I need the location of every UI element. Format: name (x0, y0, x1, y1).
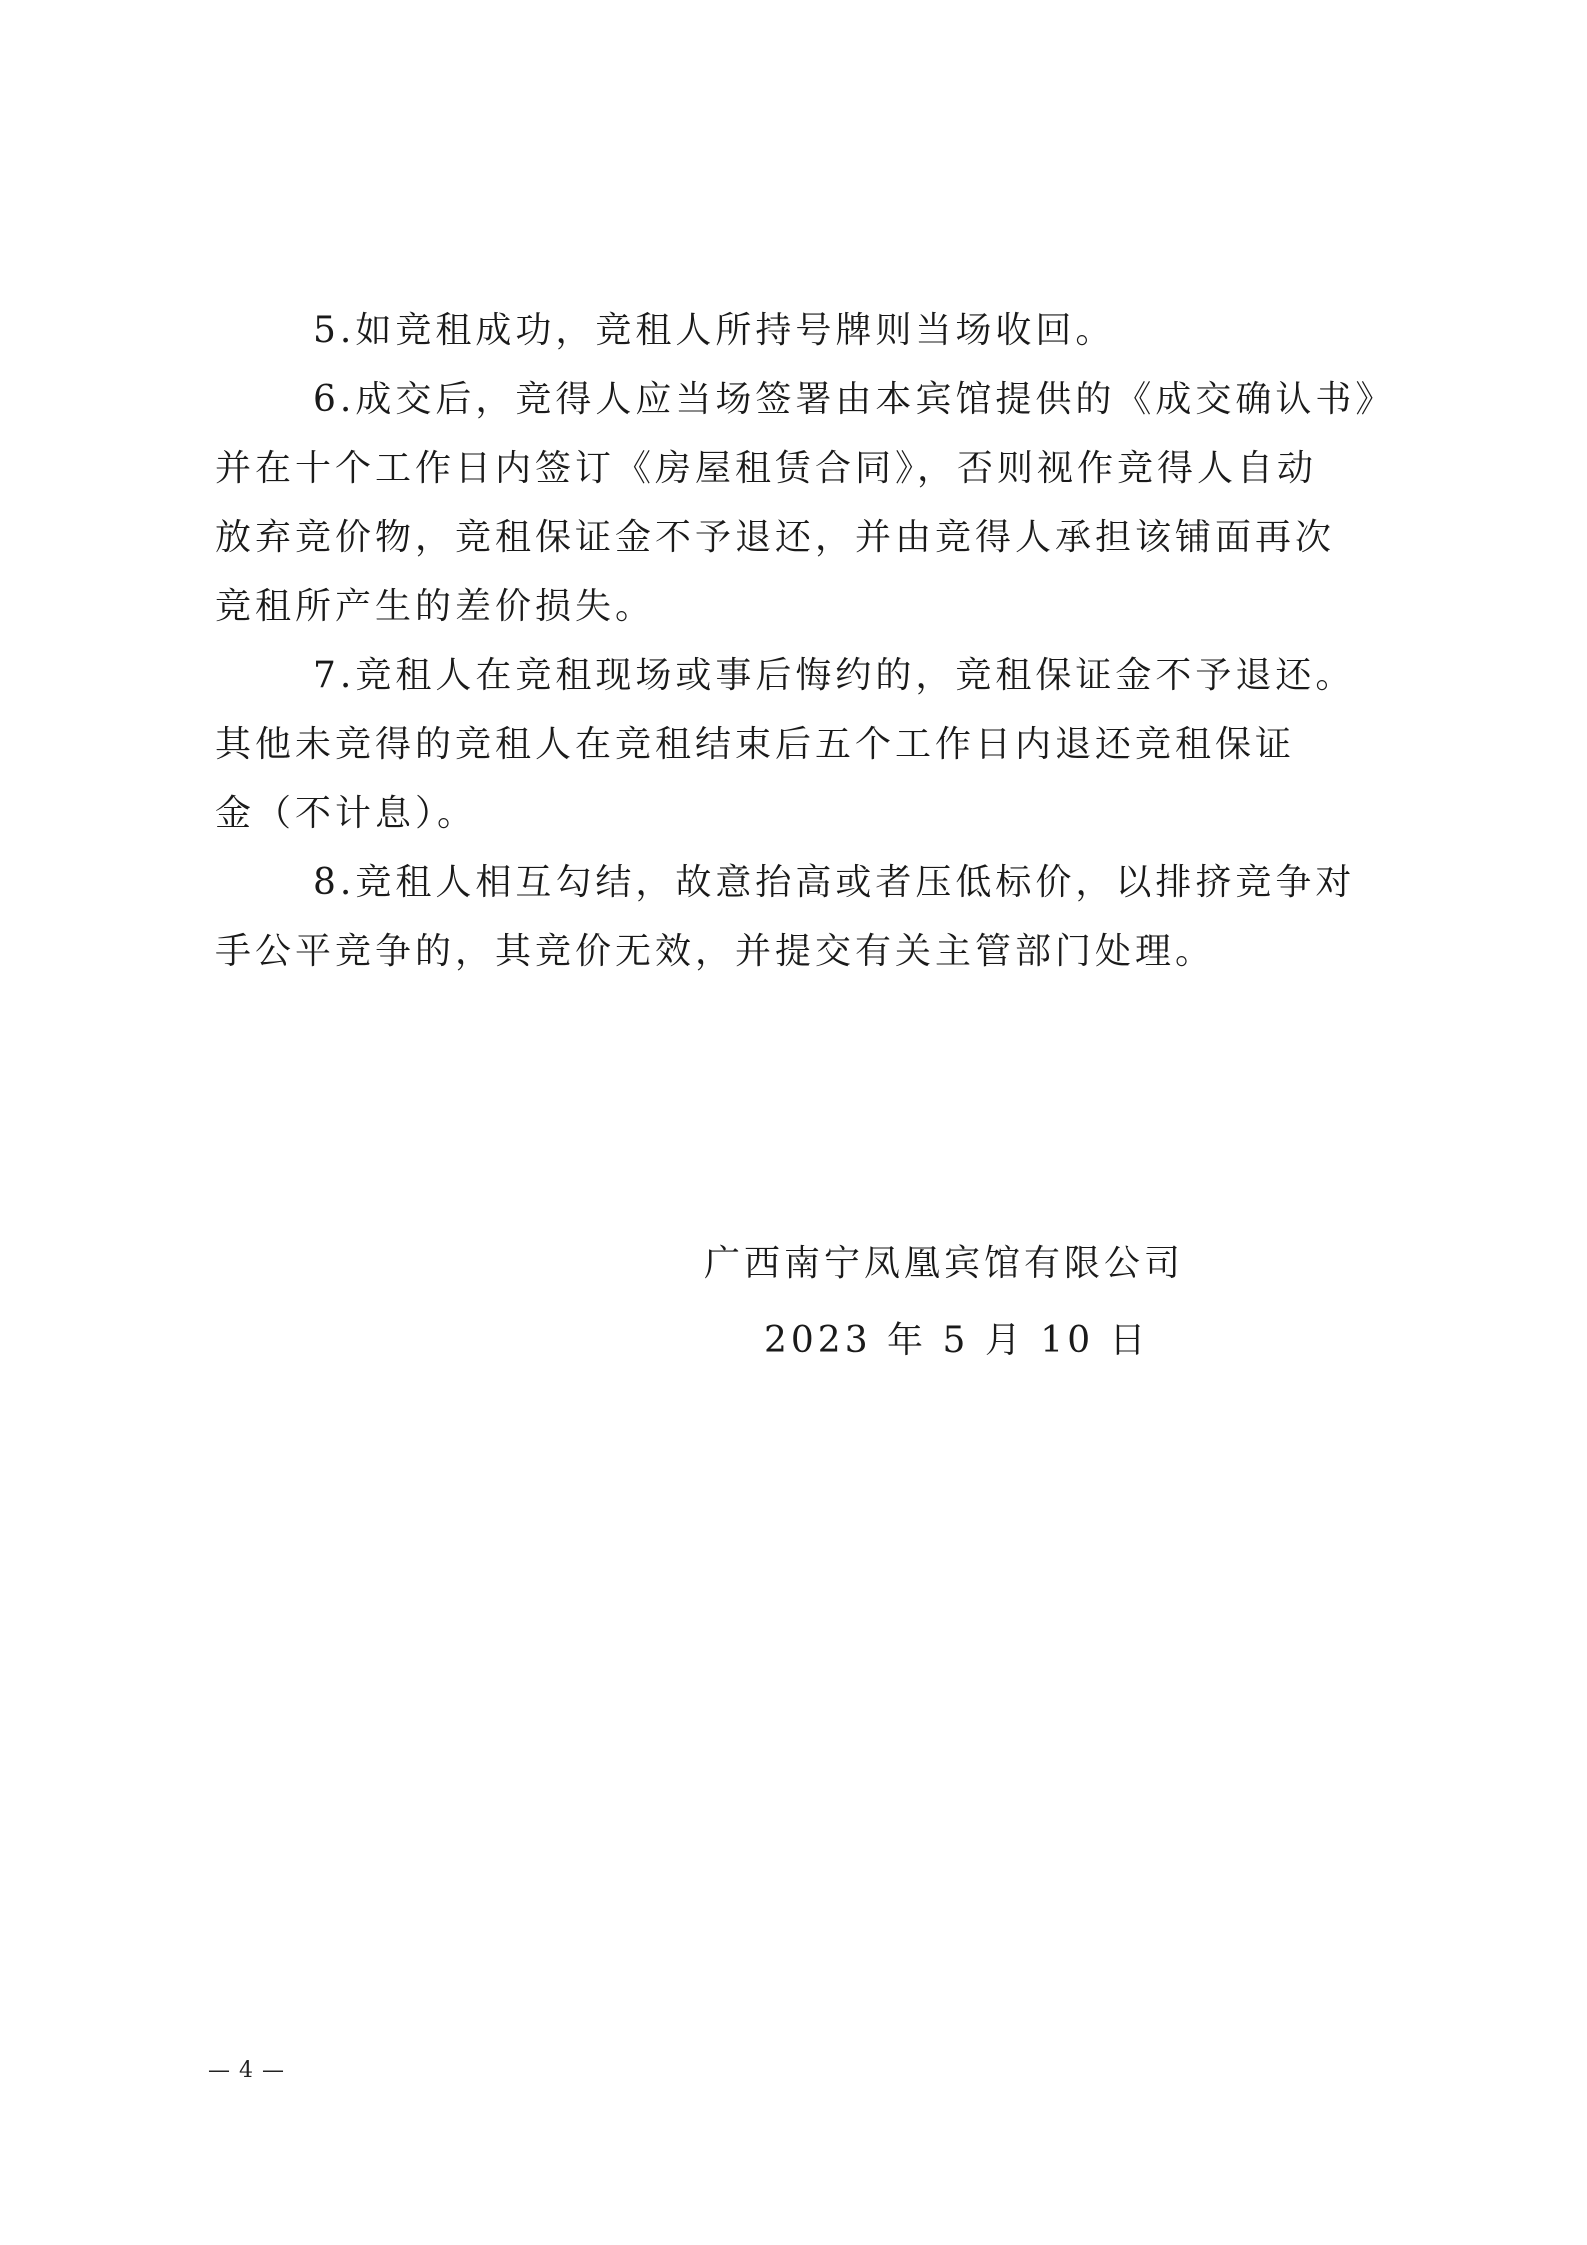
clause-7-line-1: 7.竞租人在竞租现场或事后悔约的，竞租保证金不予退还。 (313, 655, 1356, 696)
clause-6 (215, 365, 1396, 641)
clause-6-line-4: 竞租所产生的差价损失。 (215, 586, 656, 627)
clause-6-line-1: 6.成交后，竞得人应当场签署由本宾馆提供的《成交确认书》 (313, 379, 1396, 420)
clause-8 (215, 848, 1385, 986)
clause-7-line-2: 其他未竞得的竞租人在竞租结束后五个工作日内退还竞租保证 (215, 724, 1296, 765)
clause-7 (215, 641, 1385, 848)
issue-date: 2023 年 5 月 10 日 (764, 1320, 1150, 1361)
company-name: 广西南宁凤凰宾馆有限公司 (704, 1243, 1185, 1284)
clause-5 (215, 296, 1385, 365)
clause-5-line-1: 5.如竞租成功，竞租人所持号牌则当场收回。 (313, 310, 1116, 351)
page-number: — 4 — (208, 2058, 285, 2083)
clause-7-line-3: 金（不计息）。 (215, 793, 478, 834)
clause-6-line-3: 放弃竞价物，竞租保证金不予退还，并由竞得人承担该铺面再次 (215, 517, 1336, 558)
document-body (215, 296, 1396, 986)
clause-6-line-2: 并在十个工作日内签订《房屋租赁合同》，否则视作竞得人自动 (215, 448, 1318, 489)
signature-block (700, 1225, 1240, 1379)
clause-8-line-1: 8.竞租人相互勾结，故意抬高或者压低标价，以排挤竞争对 (313, 862, 1356, 903)
clause-8-line-2: 手公平竞争的，其竞价无效，并提交有关主管部门处理。 (215, 931, 1216, 972)
